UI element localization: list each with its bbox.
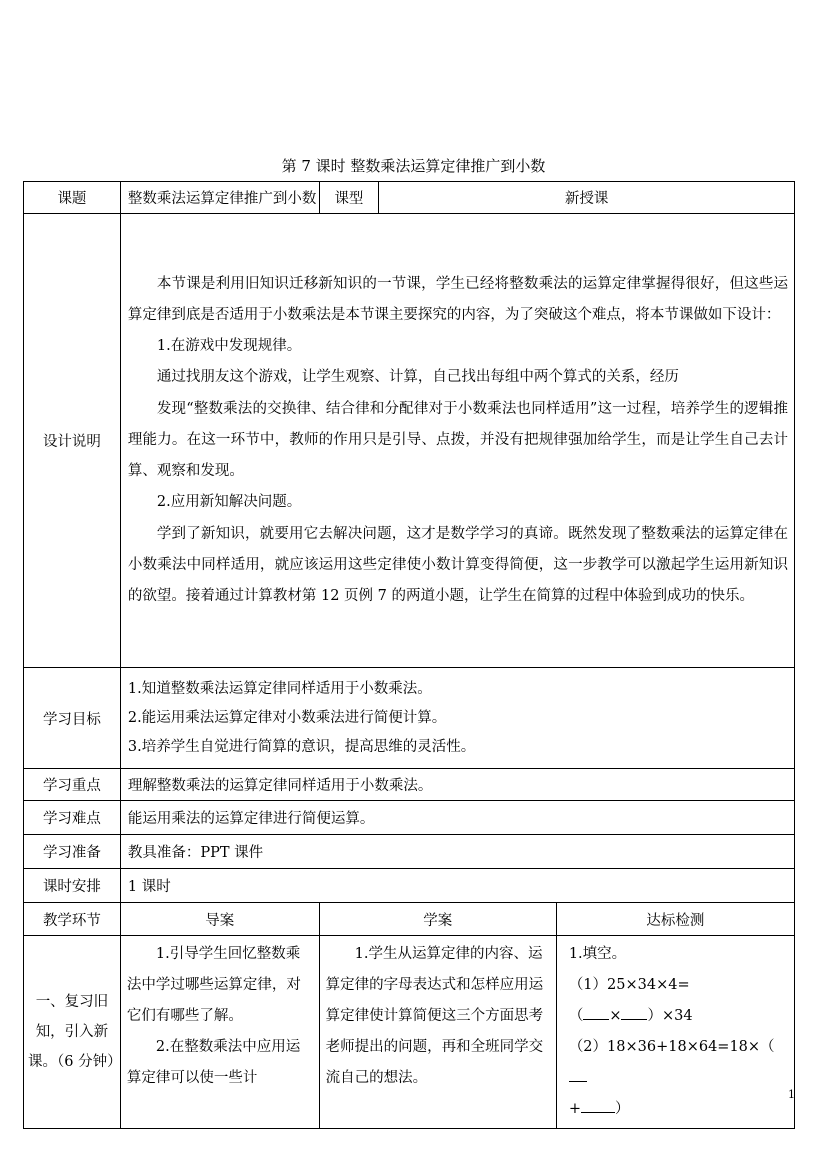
lesson-plan-table (23, 181, 795, 1129)
design-heading-2: 2.应用新知解决问题。 (156, 494, 302, 511)
lesson-type-value: 新授课 (379, 182, 795, 214)
guide-step: 1.引导学生回忆整数乘法中学过哪些运算定律，对它们有哪些了解。 (126, 946, 301, 1024)
design-paragraph: 本节课是利用旧知识迁移新知识的一节课，学生已经将整数乘法的运算定律掌握得很好，但这些运算定律到底是否适用于小数乘法是本节课主要探究的内容，为了突破这个难点，将本节课做如下设计： (127, 275, 788, 324)
stage-1-guide (120, 936, 319, 1129)
schedule-value: 1 课时 (120, 869, 794, 903)
lesson-type-label: 课型 (319, 182, 379, 214)
fill-blank[interactable] (581, 1098, 615, 1113)
stage-1-learn (319, 936, 556, 1129)
stage-1-name: 一、复习旧知，引入新课。（6 分钟） (24, 936, 121, 1129)
key-point-value: 理解整数乘法的运算定律同样适用于小数乘法。 (120, 769, 794, 801)
check-question-2-cont: + ） (569, 1094, 788, 1125)
stage-1-check (556, 936, 794, 1129)
design-paragraph: 发现“整数乘法的交换律、结合律和分配律对于小数乘法也同样适用”这一过程，培养学生的逻辑推理能力。在这一环节中，教师的作用只是引导、点拨，并没有把规律强加给学生，而是让学生自己去计算、观察和发现。 (127, 400, 788, 480)
preparation-label: 学习准备 (24, 835, 121, 869)
design-label: 设计说明 (24, 214, 121, 668)
check-question-1 (569, 970, 788, 1001)
header-check: 达标检测 (556, 903, 794, 936)
fill-blank[interactable] (583, 1005, 609, 1020)
check-title: 1.填空。 (568, 946, 627, 962)
check-question-1-text: （1）25×34×4= (568, 977, 690, 993)
guide-step: 2.在整数乘法中应用运算定律可以使一些计 (126, 1039, 301, 1086)
goals-label: 学习目标 (24, 668, 121, 769)
learn-step: 1.学生从运算定律的内容、运算定律的字母表达式和怎样应用运算定律使计算简便这三个方面思考老师提出的问题，再和全班同学交流自己的想法。 (325, 946, 544, 1086)
lesson-title-label: 课题 (24, 182, 121, 214)
header-stage: 教学环节 (24, 903, 121, 936)
page-number: 1 (788, 1088, 795, 1101)
header-learn: 学案 (319, 903, 556, 936)
fill-blank[interactable] (569, 1067, 587, 1082)
goal-item: 3.培养学生自觉进行简算的意识，提高思维的灵活性。 (127, 738, 476, 755)
check-question-2: （2）18×36+18×64=18×（ (569, 1032, 788, 1094)
key-point-label: 学习重点 (24, 769, 121, 801)
schedule-label: 课时安排 (24, 869, 121, 903)
fill-blank[interactable] (621, 1005, 647, 1020)
difficulty-value: 能运用乘法的运算定律进行简便运算。 (120, 801, 794, 835)
goals-list (120, 668, 794, 769)
design-paragraph: 学到了新知识，就要用它去解决问题，这才是数学学习的真谛。既然发现了整数乘法的运算定律在小数乘法中同样适用，就应该运用这些定律使小数计算变得简便，这一步教学可以激起学生运用新知识的欲望。接着通过计算教材第 12 页例 7 的两道小题，让学生在简算的过程中体验到成功的快乐。 (127, 525, 788, 604)
difficulty-label: 学习难点 (24, 801, 121, 835)
preparation-value: 教具准备：PPT 课件 (120, 835, 794, 869)
header-guide: 导案 (120, 903, 319, 936)
design-description (120, 214, 794, 668)
design-paragraph: 通过找朋友这个游戏，让学生观察、计算，自己找出每组中两个算式的关系，经历 (156, 369, 679, 386)
goal-item: 2.能运用乘法运算定律对小数乘法进行简便计算。 (127, 709, 447, 726)
lesson-title-value: 整数乘法运算定律推广到小数 (120, 182, 319, 214)
check-question-1-blanks: （ × ）×34 (569, 1001, 788, 1032)
design-heading-1: 1.在游戏中发现规律。 (156, 338, 302, 355)
page-title: 第 7 课时 整数乘法运算定律推广到小数 (281, 157, 546, 175)
goal-item: 1.知道整数乘法运算定律同样适用于小数乘法。 (127, 680, 432, 697)
